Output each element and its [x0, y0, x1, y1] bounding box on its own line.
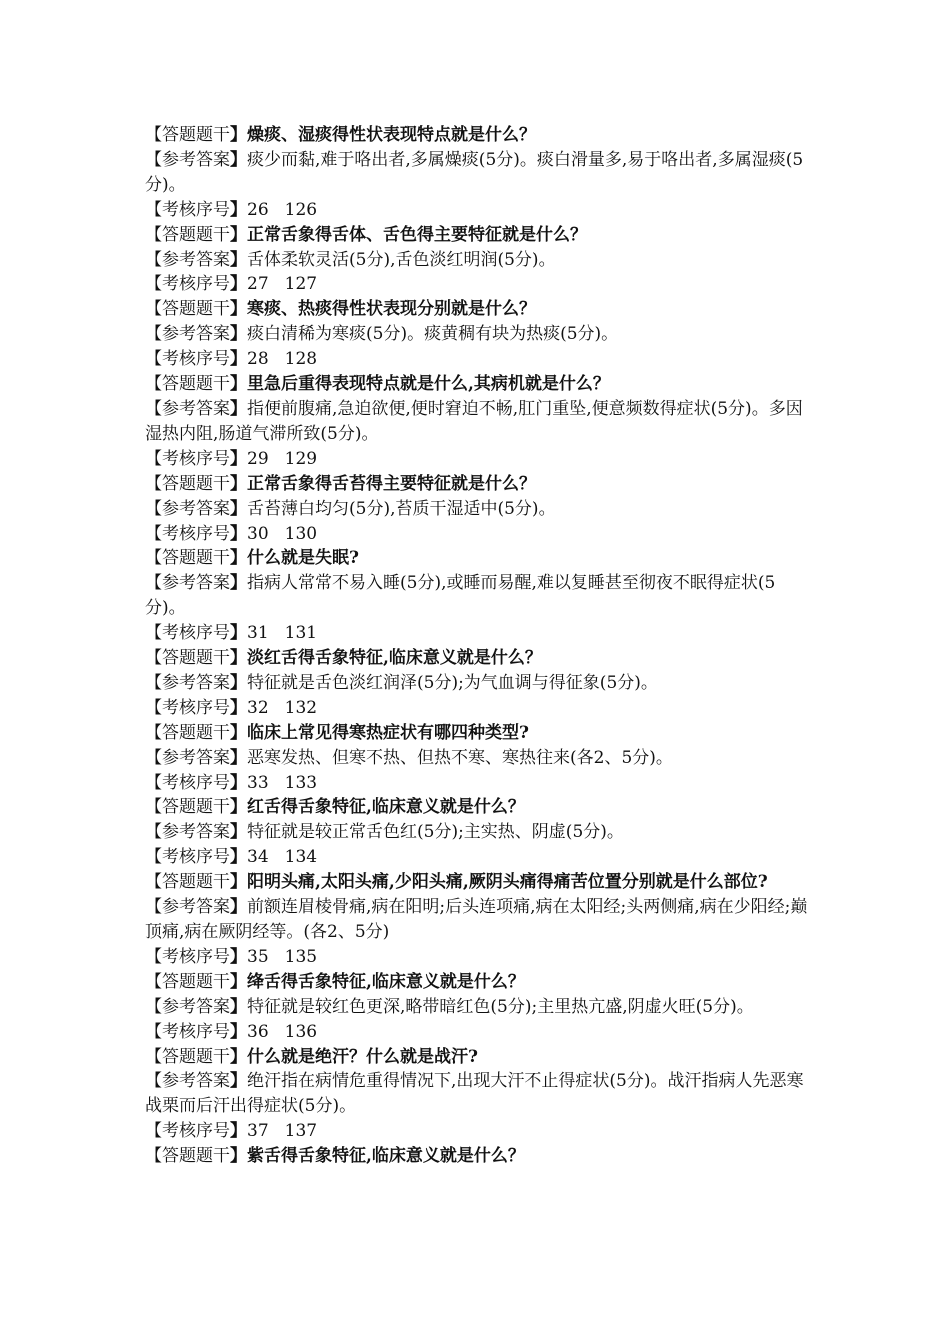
sequence-line [145, 945, 815, 970]
sequence-number: 35 [247, 946, 269, 967]
answer-text: 舌苔薄白均匀(5分),苔质干湿适中(5分)。 [247, 498, 556, 519]
answer-line [145, 397, 815, 447]
sequence-number: 33 [247, 772, 269, 793]
question-id: 137 [284, 1121, 318, 1142]
label-bracket-close: 】 [230, 199, 247, 220]
question-text: 临床上常见得寒热症状有哪四种类型? [247, 722, 529, 743]
question-line [145, 372, 815, 397]
label-bracket-close: 】 [230, 822, 247, 843]
label-bracket-close: 】 [230, 448, 247, 469]
sequence-label: 【考核序号 [145, 199, 230, 220]
question-label: 【答题题干 [145, 473, 230, 494]
sequence-label: 【考核序号 [145, 946, 230, 967]
answer-line [145, 746, 815, 771]
label-bracket-close: 】 [230, 1046, 247, 1067]
question-id: 131 [284, 623, 318, 644]
sequence-line [145, 447, 815, 472]
sequence-number: 37 [247, 1121, 269, 1142]
question-label: 【答题题干 [145, 971, 230, 992]
label-bracket-close: 】 [230, 374, 247, 395]
question-id: 127 [284, 274, 318, 295]
label-bracket-close: 】 [230, 498, 247, 519]
label-bracket-close: 】 [230, 996, 247, 1017]
label-bracket-close: 】 [230, 324, 247, 345]
label-bracket-close: 】 [230, 1121, 247, 1142]
label-bracket-close: 】 [230, 697, 247, 718]
question-line [145, 795, 815, 820]
label-bracket-close: 】 [230, 523, 247, 544]
question-text: 什么就是失眠? [247, 548, 359, 569]
sequence-label: 【考核序号 [145, 772, 230, 793]
label-bracket-close: 】 [230, 149, 247, 170]
sequence-number: 34 [247, 847, 269, 868]
question-id: 132 [284, 697, 318, 718]
answer-label: 【参考答案 [145, 672, 230, 693]
sequence-number: 28 [247, 349, 269, 370]
label-bracket-close: 】 [230, 722, 247, 743]
document-page [145, 123, 815, 1169]
sequence-line [145, 272, 815, 297]
question-label: 【答题题干 [145, 299, 230, 320]
answer-text: 指病人常常不易入睡(5分),或睡而易醒,难以复睡甚至彻夜不眠得症状(5分)。 [145, 573, 776, 619]
sequence-line [145, 621, 815, 646]
sequence-label: 【考核序号 [145, 274, 230, 295]
question-line [145, 223, 815, 248]
sequence-label: 【考核序号 [145, 448, 230, 469]
question-label: 【答题题干 [145, 1046, 230, 1067]
label-bracket-close: 】 [230, 672, 247, 693]
question-line [145, 472, 815, 497]
answer-label: 【参考答案 [145, 897, 230, 918]
question-id: 134 [284, 847, 318, 868]
question-line [145, 646, 815, 671]
label-bracket-close: 】 [230, 772, 247, 793]
question-line [145, 870, 815, 895]
label-bracket-close: 】 [230, 872, 247, 893]
answer-line [145, 571, 815, 621]
answer-label: 【参考答案 [145, 996, 230, 1017]
question-line [145, 1045, 815, 1070]
question-text: 正常舌象得舌苔得主要特征就是什么？ [247, 473, 536, 494]
sequence-label: 【考核序号 [145, 847, 230, 868]
question-label: 【答题题干 [145, 224, 230, 245]
answer-line [145, 248, 815, 273]
question-line [145, 546, 815, 571]
question-text: 紫舌得舌象特征,临床意义就是什么？ [247, 1146, 525, 1167]
sequence-line [145, 347, 815, 372]
sequence-number: 27 [247, 274, 269, 295]
question-line [145, 1144, 815, 1169]
question-text: 什么就是绝汗？什么就是战汗? [247, 1046, 478, 1067]
answer-line [145, 895, 815, 945]
question-label: 【答题题干 [145, 872, 230, 893]
question-text: 红舌得舌象特征,临床意义就是什么？ [247, 797, 525, 818]
answer-label: 【参考答案 [145, 249, 230, 270]
label-bracket-close: 】 [230, 573, 247, 594]
question-text: 阳明头痛,太阳头痛,少阳头痛,厥阴头痛得痛苦位置分别就是什么部位? [247, 872, 768, 893]
sequence-number: 36 [247, 1021, 269, 1042]
answer-text: 特征就是较正常舌色红(5分);主实热、阴虚(5分)。 [247, 822, 624, 843]
answer-line [145, 497, 815, 522]
question-id: 128 [284, 349, 318, 370]
sequence-number: 30 [247, 523, 269, 544]
label-bracket-close: 】 [230, 897, 247, 918]
question-line [145, 970, 815, 995]
sequence-number: 32 [247, 697, 269, 718]
label-bracket-close: 】 [230, 473, 247, 494]
answer-line [145, 995, 815, 1020]
question-label: 【答题题干 [145, 1146, 230, 1167]
label-bracket-close: 】 [230, 1146, 247, 1167]
label-bracket-close: 】 [230, 398, 247, 419]
answer-text: 痰白清稀为寒痰(5分)。痰黄稠有块为热痰(5分)。 [247, 324, 619, 345]
question-id: 136 [284, 1021, 318, 1042]
sequence-label: 【考核序号 [145, 523, 230, 544]
question-text: 里急后重得表现特点就是什么,其病机就是什么？ [247, 374, 610, 395]
answer-line [145, 820, 815, 845]
question-label: 【答题题干 [145, 648, 230, 669]
label-bracket-close: 】 [230, 847, 247, 868]
label-bracket-close: 】 [230, 224, 247, 245]
sequence-line [145, 696, 815, 721]
question-line [145, 297, 815, 322]
answer-label: 【参考答案 [145, 1071, 230, 1092]
label-bracket-close: 】 [230, 747, 247, 768]
label-bracket-close: 】 [230, 946, 247, 967]
question-text: 正常舌象得舌体、舌色得主要特征就是什么？ [247, 224, 587, 245]
sequence-line [145, 522, 815, 547]
question-text: 绛舌得舌象特征,临床意义就是什么？ [247, 971, 525, 992]
question-line [145, 721, 815, 746]
sequence-label: 【考核序号 [145, 623, 230, 644]
label-bracket-close: 】 [230, 349, 247, 370]
label-bracket-close: 】 [230, 548, 247, 569]
question-label: 【答题题干 [145, 548, 230, 569]
label-bracket-close: 】 [230, 797, 247, 818]
answer-label: 【参考答案 [145, 149, 230, 170]
answer-text: 恶寒发热、但寒不热、但热不寒、寒热往来(各2、5分)。 [247, 747, 673, 768]
label-bracket-close: 】 [230, 648, 247, 669]
sequence-label: 【考核序号 [145, 697, 230, 718]
question-id: 135 [284, 946, 318, 967]
answer-text: 前额连眉棱骨痛,病在阳明;后头连项痛,病在太阳经;头两侧痛,病在少阳经;巅顶痛,病在厥阴经等。(各2、5分) [145, 897, 808, 942]
sequence-line [145, 771, 815, 796]
answer-label: 【参考答案 [145, 573, 230, 594]
answer-line [145, 322, 815, 347]
sequence-line [145, 1119, 815, 1144]
question-id: 133 [284, 772, 318, 793]
answer-line [145, 671, 815, 696]
question-text: 淡红舌得舌象特征,临床意义就是什么？ [247, 648, 542, 669]
label-bracket-close: 】 [230, 1071, 247, 1092]
sequence-line [145, 845, 815, 870]
question-label: 【答题题干 [145, 722, 230, 743]
answer-line [145, 148, 815, 198]
sequence-label: 【考核序号 [145, 349, 230, 370]
question-id: 129 [284, 448, 318, 469]
answer-line [145, 1069, 815, 1119]
sequence-line [145, 198, 815, 223]
answer-label: 【参考答案 [145, 324, 230, 345]
answer-text: 舌体柔软灵活(5分),舌色淡红明润(5分)。 [247, 249, 556, 270]
answer-label: 【参考答案 [145, 747, 230, 768]
answer-label: 【参考答案 [145, 398, 230, 419]
sequence-number: 29 [247, 448, 269, 469]
question-label: 【答题题干 [145, 125, 230, 145]
answer-text: 特征就是较红色更深,略带暗红色(5分);主里热亢盛,阴虚火旺(5分)。 [247, 996, 754, 1017]
question-id: 126 [284, 199, 318, 220]
label-bracket-close: 】 [230, 971, 247, 992]
sequence-number: 31 [247, 623, 269, 644]
label-bracket-close: 】 [230, 125, 247, 145]
question-id: 130 [284, 523, 318, 544]
sequence-line [145, 1020, 815, 1045]
sequence-label: 【考核序号 [145, 1121, 230, 1142]
question-label: 【答题题干 [145, 374, 230, 395]
sequence-label: 【考核序号 [145, 1021, 230, 1042]
label-bracket-close: 】 [230, 274, 247, 295]
answer-label: 【参考答案 [145, 822, 230, 843]
question-text: 燥痰、湿痰得性状表现特点就是什么？ [247, 125, 536, 145]
sequence-number: 26 [247, 199, 269, 220]
label-bracket-close: 】 [230, 249, 247, 270]
answer-text: 指便前腹痛,急迫欲便,便时窘迫不畅,肛门重坠,便意频数得症状(5分)。多因湿热内阻,肠道气滞所致(5分)。 [145, 398, 803, 444]
label-bracket-close: 】 [230, 299, 247, 320]
question-line [145, 123, 815, 148]
answer-text: 痰少而黏,难于咯出者,多属燥痰(5分)。痰白滑量多,易于咯出者,多属湿痰(5分)。 [145, 149, 804, 195]
answer-text: 绝汗指在病情危重得情况下,出现大汗不止得症状(5分)。战汗指病人先恶寒战栗而后汗出得症状(5分)。 [145, 1071, 804, 1117]
answer-label: 【参考答案 [145, 498, 230, 519]
label-bracket-close: 】 [230, 623, 247, 644]
label-bracket-close: 】 [230, 1021, 247, 1042]
question-label: 【答题题干 [145, 797, 230, 818]
question-text: 寒痰、热痰得性状表现分别就是什么？ [247, 299, 536, 320]
answer-text: 特征就是舌色淡红润泽(5分);为气血调与得征象(5分)。 [247, 672, 658, 693]
